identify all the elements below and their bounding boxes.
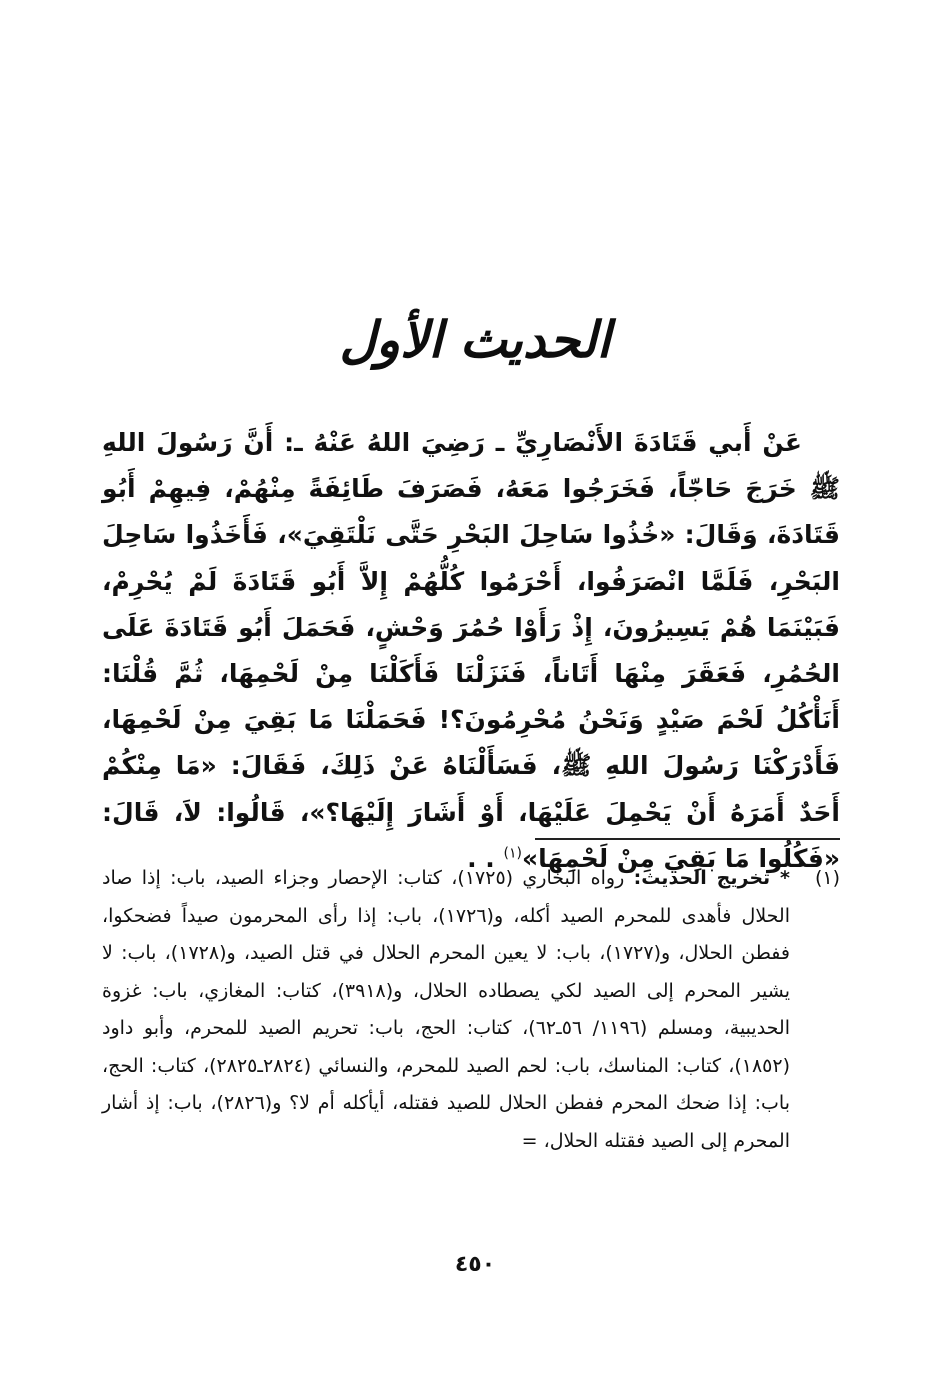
footnote-lead: * تخريج الحديث: [633, 867, 790, 889]
footnote-body [102, 860, 790, 1160]
hadith-text-block [102, 420, 840, 882]
footnote-number: (١) [814, 867, 840, 889]
footnote-reference: (١) [503, 845, 522, 862]
hadith-ending: . . [467, 843, 504, 873]
footnote-separator [535, 838, 840, 840]
hadith-paragraph [102, 420, 840, 882]
footnote-text: رواه البخاري (١٧٢٥)، كتاب: الإحصار وجزاء الصيد، باب: إذا صاد الحلال فأهدى للمحرم الصيد أكله، و(١٧٢٦)، باب: إذا رأى المحرمون صيداً فضحكوا، ففطن الحلال، و(١٧٢٧)، باب: لا يعين المحرم الحلال في قتل الصيد، و(١٧٢٨)، باب: لا يشير المحرم إلى الصيد لكي يصطاده الحلال، و(٣٩١٨)، كتاب: المغازي، باب: غزوة الحديبية، ومسلم (١١٩٦/ ٥٦ـ٦٢)، كتاب: الحج، باب: تحريم الصيد للمحرم، وأبو داود (١٨٥٢)، كتاب: المناسك، باب: لحم الصيد للمحرم، والنسائي (٢٨٢٤ـ٢٨٢٥)، كتاب: الحج، باب: إذا ضحك المحرم ففطن الحلال للصيد فقتله، أيأكله أم لا؟ و(٢٨٢٦)، باب: إذ أشار المحرم إلى الصيد فقتله الحلال، = [102, 867, 790, 1152]
footnote-item [102, 860, 840, 1160]
footnotes-section [102, 860, 840, 1160]
chapter-heading: الحديث الأول [339, 310, 611, 369]
page-number: ٤٥٠ [454, 1252, 496, 1277]
hadith-text: عَنْ أَبي قَتَادَةَ الأَنْصَارِيِّ ـ رَضِيَ اللهُ عَنْهُ ـ: أَنَّ رَسُولَ اللهِ ﷺ خَرَجَ حَاجّاً، فَخَرَجُوا مَعَهُ، فَصَرَفَ طَائِفَةً مِنْهُمْ، فِيهِمْ أَبُو قَتَادَةَ، وَقَالَ: «خُذُوا سَاحِلَ البَحْرِ حَتَّى نَلْتَقِيَ»، فَأَخَذُوا سَاحِلَ البَحْرِ، فَلَمَّا انْصَرَفُوا، أَحْرَمُوا كُلُّهُمْ إِلاَّ أَبُو قَتَادَةَ لَمْ يُحْرِمْ، فَبَيْنَمَا هُمْ يَسِيرُونَ، إِذْ رَأَوْا حُمُرَ وَحْشٍ، فَحَمَلَ أَبُو قَتَادَةَ عَلَى الحُمُرِ، فَعَقَرَ مِنْهَا أَتَاناً، فَنَزَلْنَا فَأَكَلْنَا مِنْ لَحْمِهَا، ثُمَّ قُلْنَا: أَنَأْكُلُ لَحْمَ صَيْدٍ وَنَحْنُ مُحْرِمُونَ؟! فَحَمَلْنَا مَا بَقِيَ مِنْ لَحْمِهَا، فَأَدْرَكْنَا رَسُولَ اللهِ ﷺ، فَسَأَلْنَاهُ عَنْ ذَلِكَ، فَقَالَ: «مَا مِنْكُمْ أَحَدٌ أَمَرَهُ أَنْ يَحْمِلَ عَلَيْهَا، أَوْ أَشَارَ إِلَيْهَا؟»، قَالُوا: لاَ، قَالَ: «فَكُلُوا مَا بَقِيَ مِنْ لَحْمِهَا» [102, 428, 840, 873]
